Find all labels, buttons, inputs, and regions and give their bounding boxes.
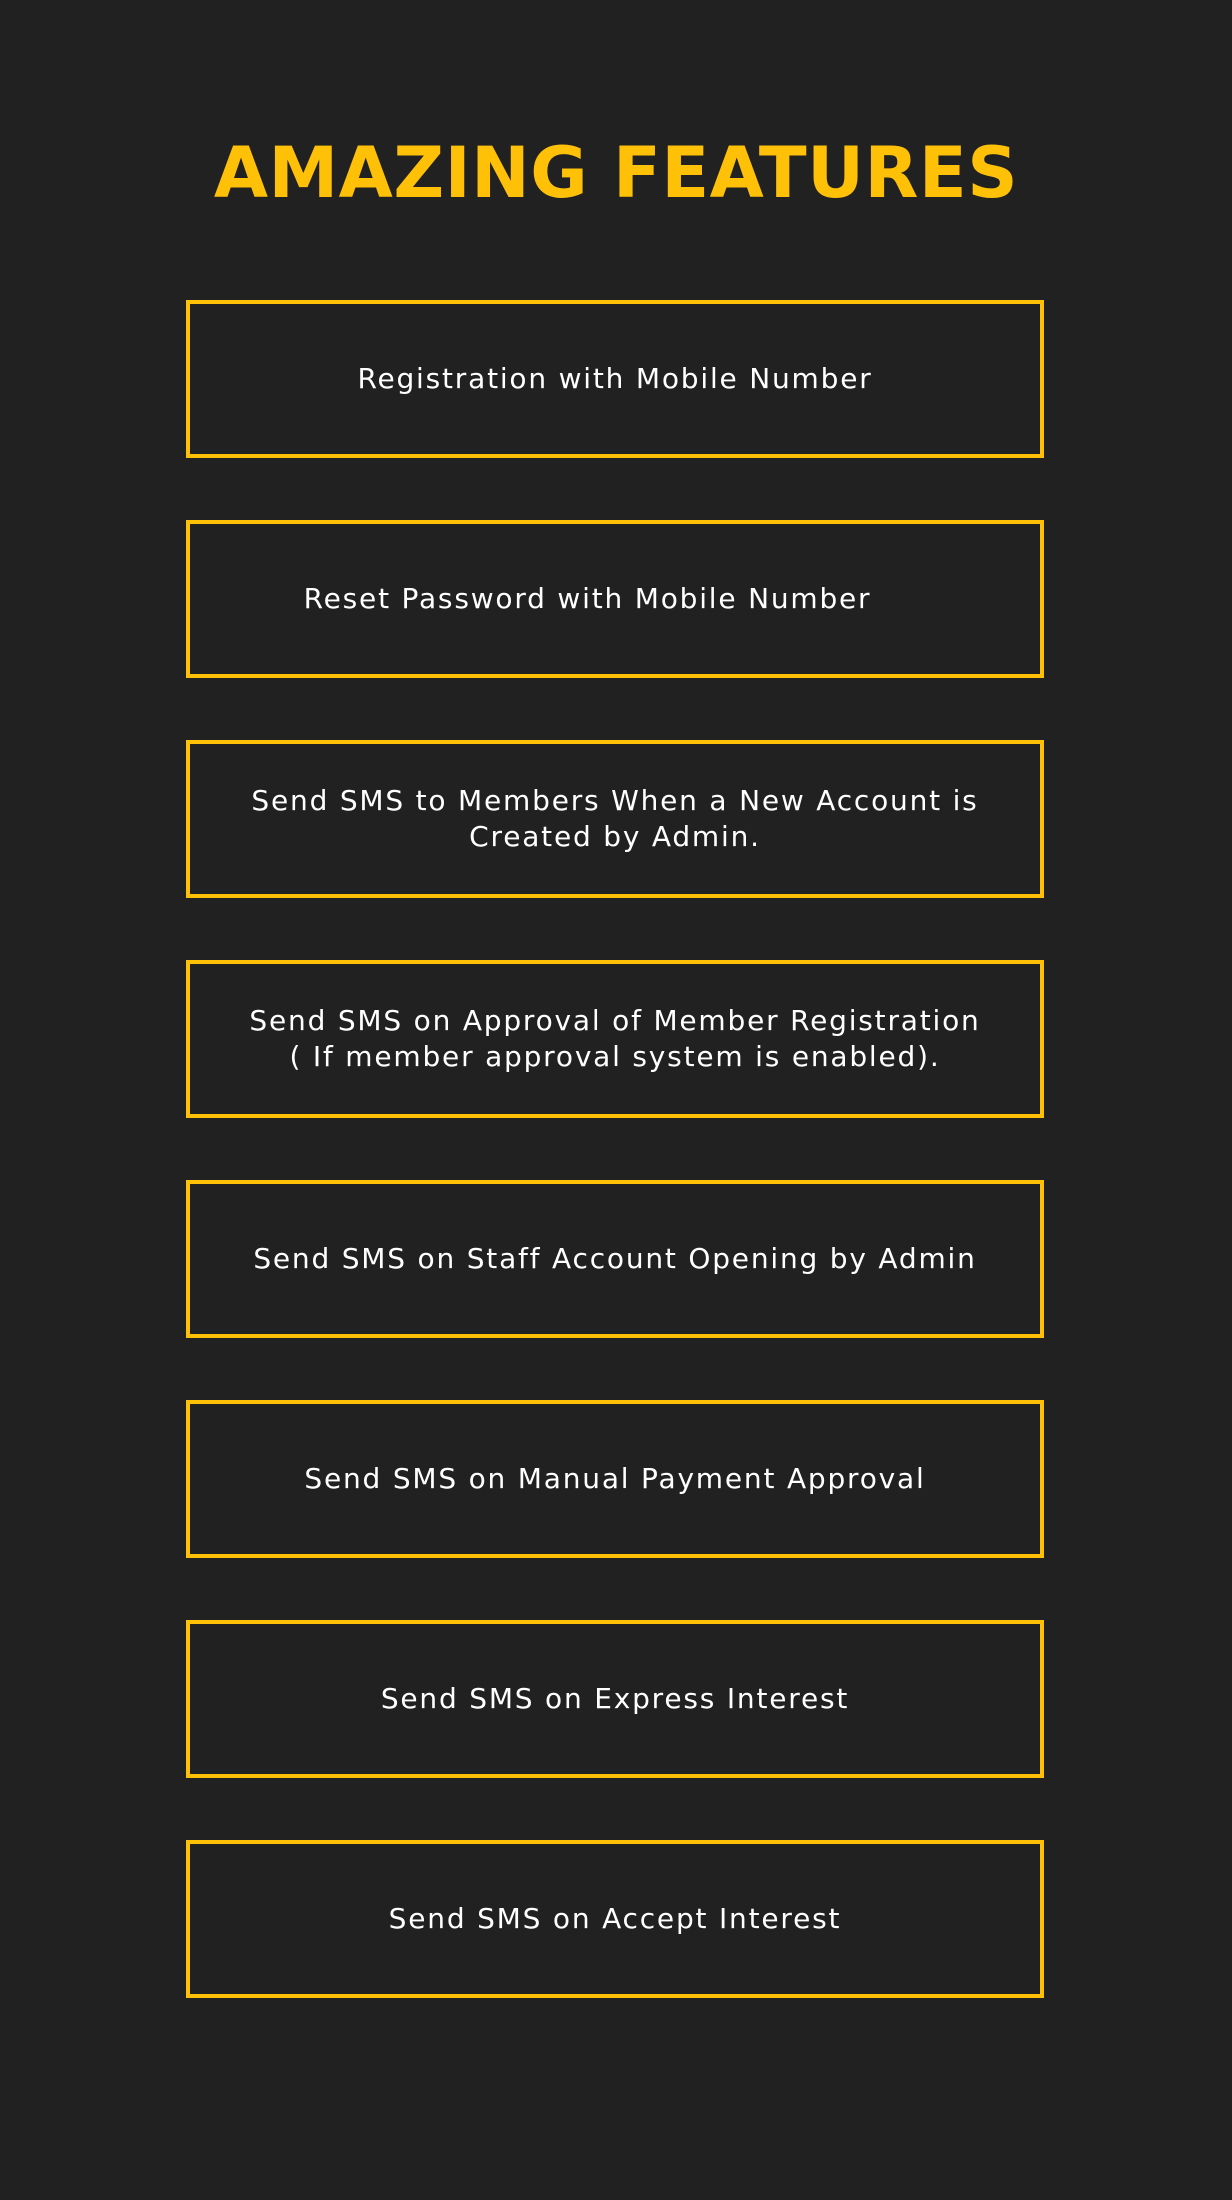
feature-label: Reset Password with Mobile Number [303,582,872,615]
feature-card-sms-new-account [186,740,1044,898]
feature-label: Send SMS on Manual Payment Approval [304,1462,926,1495]
feature-card-sms-member-approval [186,960,1044,1118]
feature-card-sms-accept-interest [186,1840,1044,1998]
page-title: AMAZING FEATURES [213,132,1019,214]
feature-label: Send SMS on Accept Interest [388,1902,842,1935]
feature-label: Send SMS to Members When a New Account is Created by Admin. [251,784,979,853]
feature-card-registration-mobile [186,300,1044,458]
feature-card-sms-express-interest [186,1620,1044,1778]
feature-label: Send SMS on Approval of Member Registration ( If member approval system is enabled). [249,1004,981,1073]
feature-card-reset-password-mobile [186,520,1044,678]
feature-card-sms-staff-account [186,1180,1044,1338]
feature-label: Send SMS on Staff Account Opening by Admin [253,1242,977,1275]
feature-label: Registration with Mobile Number [357,362,873,395]
feature-card-sms-manual-payment [186,1400,1044,1558]
feature-label: Send SMS on Express Interest [380,1682,850,1715]
